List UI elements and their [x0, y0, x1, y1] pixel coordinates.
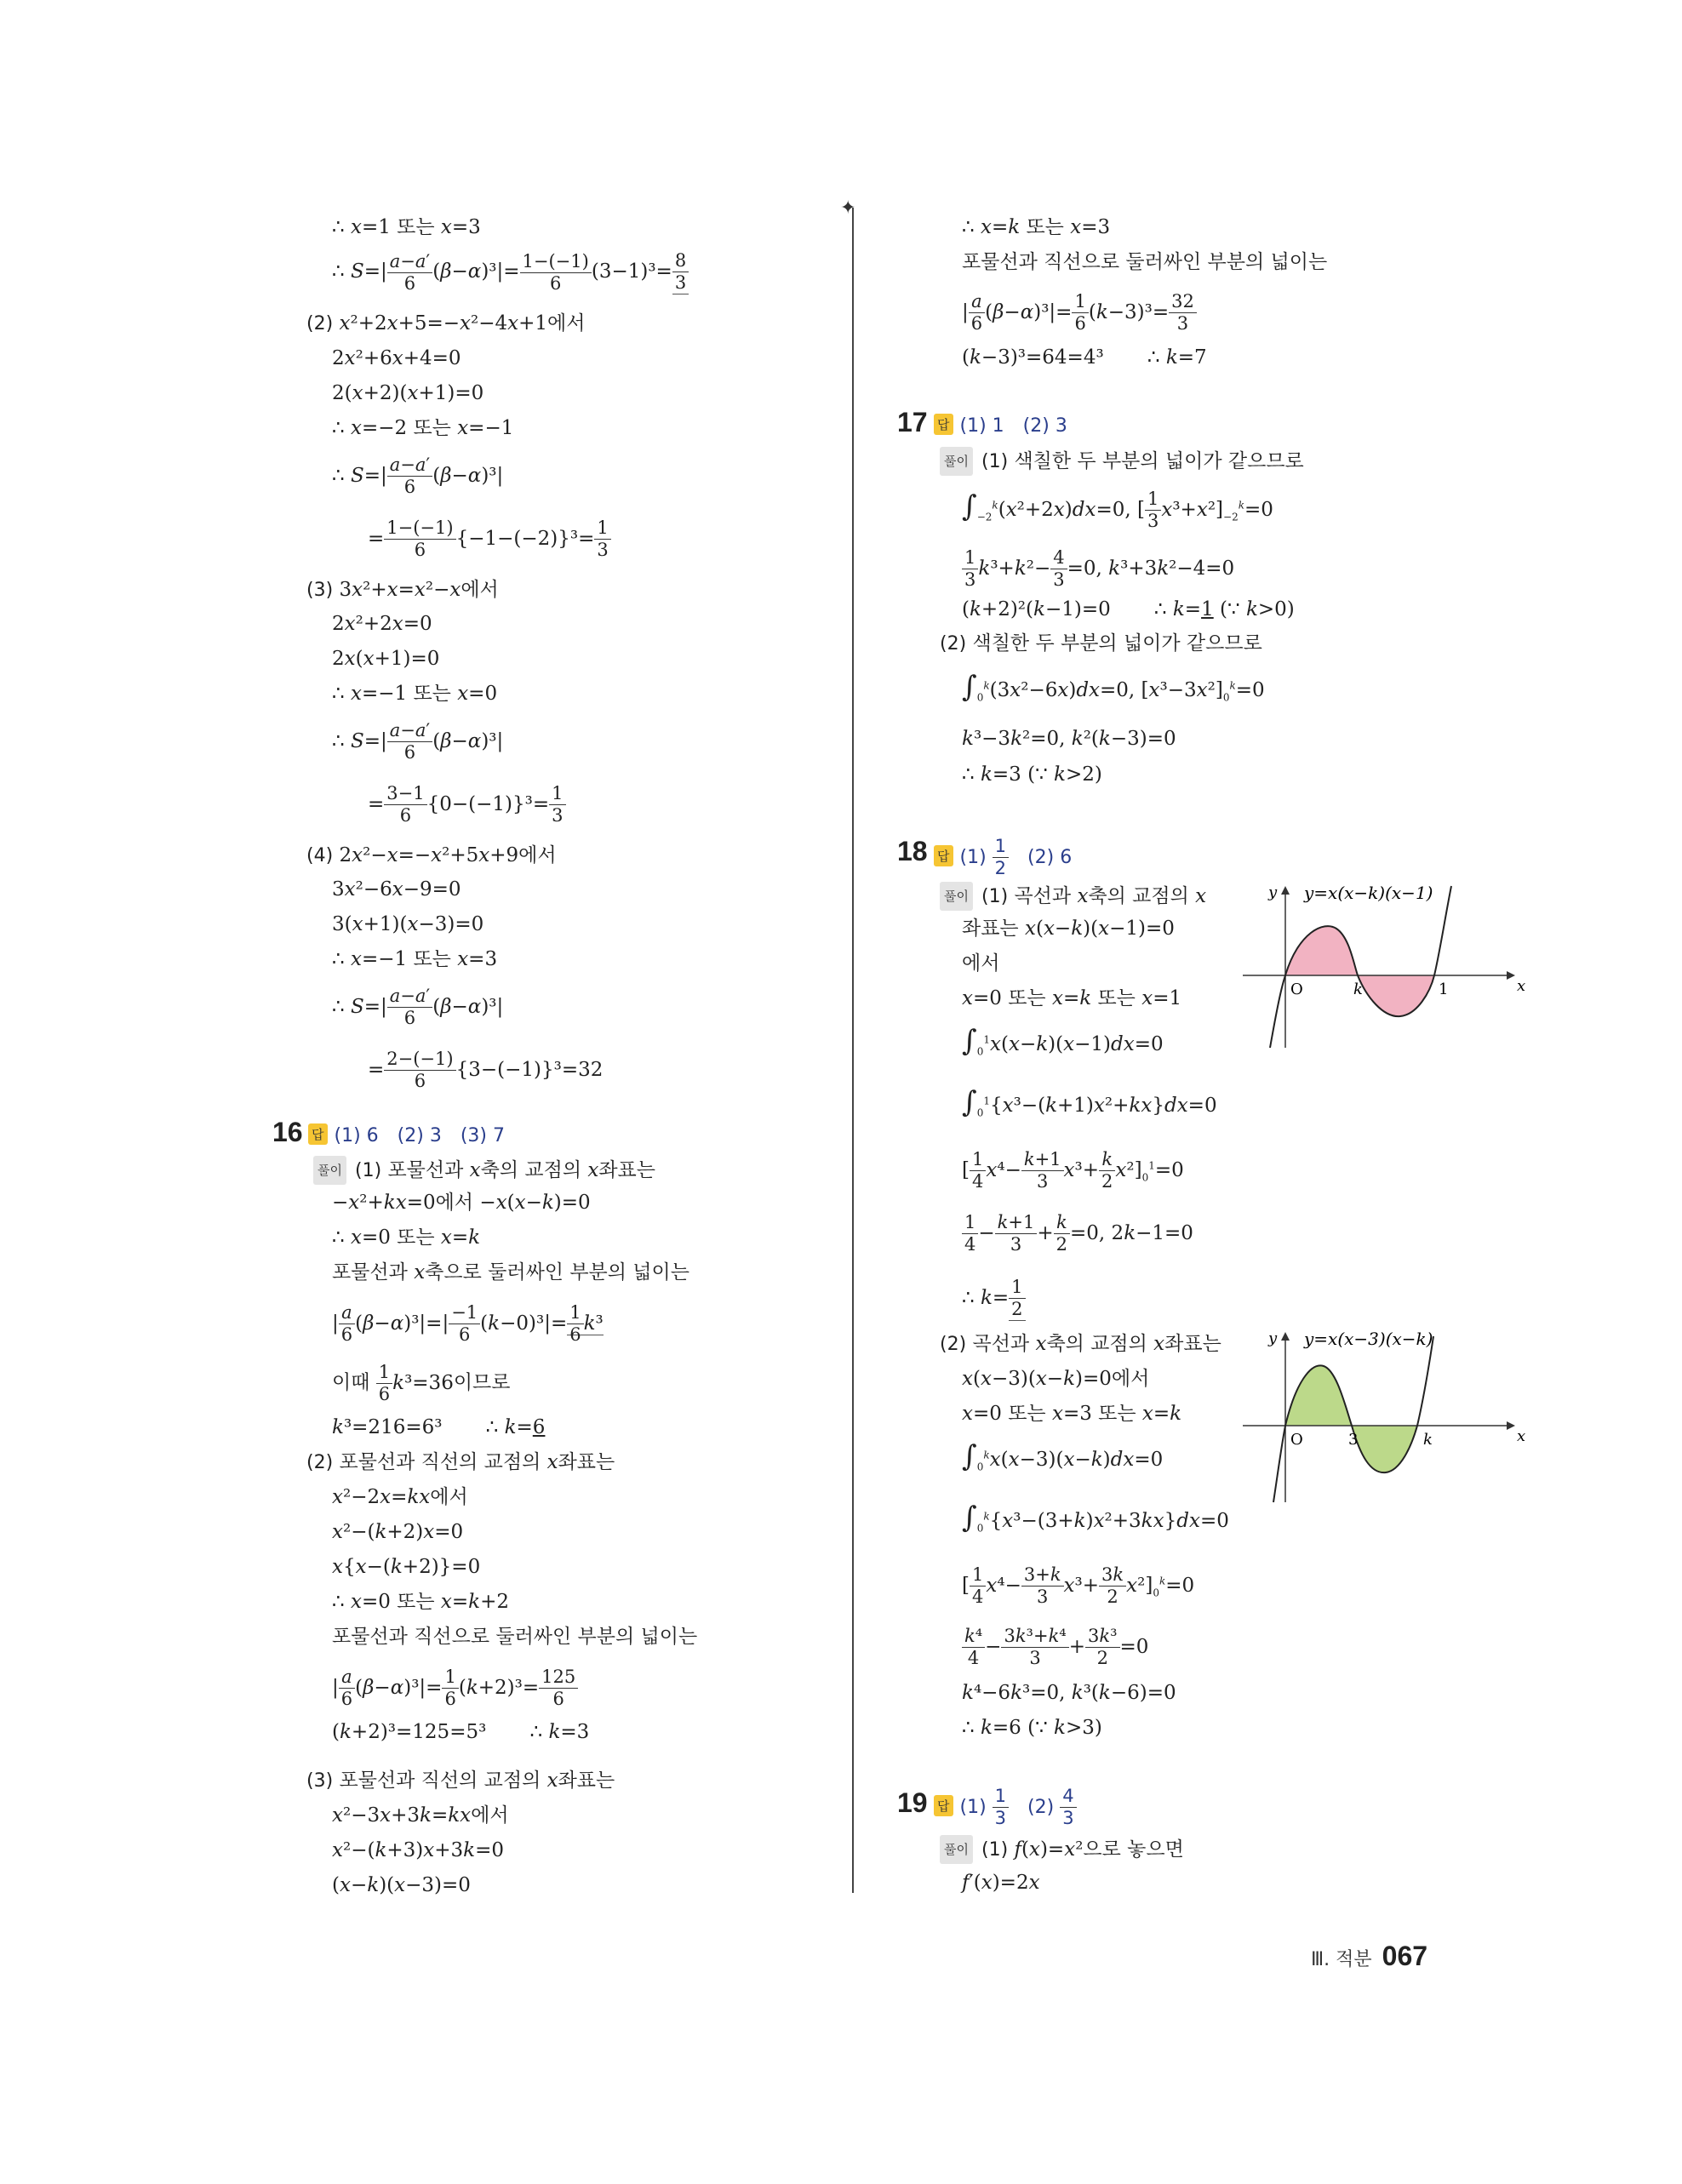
text-line: 3(x+1)(x−3)=0 — [332, 913, 484, 935]
y-axis-label: y — [1268, 883, 1278, 901]
text-line: $\int_{-2}^k(x^2+2x)dx=0$, [ $\frac{1}{3}$ $x^3+x^2]_{-2}^k=0$ — [962, 489, 1273, 531]
cubic-graph-2 — [1226, 1328, 1549, 1507]
text-line: ∴ x=k 또는 x=3 — [962, 216, 1111, 238]
text-line: k⁴−6k³=0, k³(k−6)=0 — [962, 1682, 1176, 1704]
text-line: (k−3)³=64=4³ ∴ k=7 — [962, 346, 1207, 369]
text-line: x{x−(k+2)}=0 — [332, 1556, 481, 1578]
page-footer — [1311, 1941, 1427, 1972]
answer-value: (3) 7 — [460, 1125, 505, 1146]
text-line: x=0 또는 x=3 또는 x=k — [962, 1403, 1182, 1425]
text-line: | $\frac{a}{6}$ (β−α)³|=| $\frac{-1}{6}$ (k−0)³|= $\frac{1}{6}$ k³ — [332, 1302, 604, 1345]
text-line: $\int_0^1x(x-k)(x-1)dx=0$ — [962, 1023, 1164, 1058]
text-line: = $\frac{2-(-1)}{6}$ {3−(−1)}³=32 — [368, 1049, 604, 1091]
solution-badge: 풀이 — [940, 447, 973, 476]
text-line: ∴ x=0 또는 x=k — [332, 1226, 481, 1249]
text-line: | $\frac{a}{6}$ (β−α)³|= $\frac{1}{6}$ (k+2)³= $\frac{125}{6}$ — [332, 1667, 578, 1710]
k-label: k — [1353, 981, 1363, 998]
text-line: 좌표는 x(x−k)(x−1)=0 — [962, 918, 1175, 940]
text-line: ∴ S=| $\frac{a-a'}{6}$ (β−α)³| — [332, 455, 504, 497]
answer-badge: 답 — [934, 845, 953, 866]
text-line: 풀이 (1) f(x)=x²으로 놓으면 — [940, 1835, 1184, 1864]
text-line: 풀이 (1) 곡선과 x축의 교점의 x — [940, 882, 1206, 911]
solution-badge: 풀이 — [313, 1156, 346, 1185]
text-line: 3x²−6x−9=0 — [332, 878, 461, 900]
text-line: $\int_0^kx(x-3)(x-k)dx=0$ — [962, 1438, 1164, 1473]
divider-ornament-icon: ✦ — [840, 197, 856, 219]
origin-label: O — [1290, 981, 1303, 998]
text-line: 포물선과 x축으로 둘러싸인 부분의 넓이는 — [332, 1261, 689, 1284]
text-line: (3) 3x²+x=x²−x에서 — [306, 579, 499, 601]
answer-value: (1) 1 — [959, 415, 1004, 437]
cubic-graph-1 — [1226, 882, 1549, 1052]
text-line: ∴ k=6 (∵ k>3) — [962, 1717, 1102, 1739]
text-line: [ $\frac{1}{4}$ x⁴− $\frac{3+k}{3}$ x³+ $\frac{3k}{2}$ $x^2]_0^k=0$ — [962, 1564, 1195, 1607]
text-line: = $\frac{1-(-1)}{6}$ {−1−(−2)}³= $\frac{1}{3}$ — [368, 517, 611, 561]
shaded-region — [1352, 1426, 1417, 1472]
question-number: 16 — [272, 1117, 303, 1147]
text-line: (2) 색칠한 두 부분의 넓이가 같으므로 — [940, 632, 1262, 655]
text-line: ∴ x=−1 또는 x=3 — [332, 948, 498, 970]
text-line: x²−(k+2)x=0 — [332, 1521, 464, 1543]
text-line: $\frac{\text{k⁴}}{4}$ − $\frac{\text{3k³+k⁴}}{3}$ + $\frac{\text{3k³}}{2}$ =0 — [962, 1626, 1148, 1669]
answer-line — [934, 836, 1090, 879]
text-line: x²−(k+3)x+3k=0 — [332, 1839, 505, 1861]
solution-badge: 풀이 — [940, 882, 973, 911]
answer-badge: 답 — [308, 1123, 328, 1145]
text-line: 2x²+6x+4=0 — [332, 347, 461, 369]
text-line: 2x(x+1)=0 — [332, 648, 440, 670]
text-line: $\int_0^k(3x^2-6x)dx=0$, $[x^3-3x^2]_0^k=0$ — [962, 669, 1265, 704]
column-divider — [852, 208, 854, 1893]
text-line: k³=216=6³ ∴ k=6 — [332, 1416, 546, 1438]
text-line: (2) 곡선과 x축의 교점의 x좌표는 — [940, 1333, 1221, 1355]
text-line: (2) 포물선과 직선의 교점의 x좌표는 — [306, 1451, 615, 1473]
text-line: x(x−3)(x−k)=0에서 — [962, 1368, 1150, 1390]
graph-title: y=x(x−k)(x−1) — [1304, 883, 1433, 903]
text-line: x²−3x+3k=kx에서 — [332, 1804, 509, 1827]
answer-value: (2) 3 — [1022, 415, 1067, 437]
answer-line — [934, 414, 1086, 437]
page-number: 067 — [1382, 1941, 1428, 1971]
text-line: ∴ S=| $\frac{a-a'}{6}$ (β−α)³|= $\frac{1-(-1)}{6}$ (3−1)³= $\frac{8}{3}$ — [332, 250, 689, 294]
text-line: ∴ S=| $\frac{a-a'}{6}$ (β−α)³| — [332, 720, 504, 763]
answer-badge: 답 — [934, 414, 953, 435]
answer-badge: 답 — [934, 1795, 953, 1816]
question-number: 19 — [897, 1787, 928, 1818]
text-line: ∴ k= $\frac{1}{2}$ — [962, 1277, 1026, 1321]
origin-label: O — [1290, 1431, 1303, 1449]
text-line: 포물선과 직선으로 둘러싸인 부분의 넓이는 — [332, 1626, 698, 1648]
answer-value: (2) $\frac{4}{3}$ — [1027, 1797, 1077, 1818]
answer-value: (1) $\frac{1}{3}$ — [960, 1797, 1010, 1818]
answer-value: (2) 3 — [397, 1125, 442, 1146]
text-line: k³−3k²=0, k²(k−3)=0 — [962, 728, 1176, 750]
text-line: 2(x+2)(x+1)=0 — [332, 382, 484, 404]
text-line: 2x²+2x=0 — [332, 613, 432, 635]
k-label: k — [1423, 1431, 1433, 1449]
x-axis-label: x — [1517, 977, 1526, 995]
text-line: 에서 — [962, 952, 1000, 975]
arrow-icon — [1281, 1332, 1290, 1341]
text-line: ∴ k=3 (∵ k>2) — [962, 763, 1102, 786]
graph-title: y=x(x−3)(x−k) — [1304, 1329, 1433, 1349]
text-line: (x−k)(x−3)=0 — [332, 1874, 471, 1896]
arrow-icon — [1507, 971, 1515, 980]
text-line: $\frac{1}{3}$ k³+k²− $\frac{4}{3}$ =0, k³+3k²−4=0 — [962, 547, 1234, 591]
question-number: 17 — [897, 407, 928, 437]
text-line: (3) 포물선과 직선의 교점의 x좌표는 — [306, 1769, 615, 1792]
answer-line — [308, 1123, 523, 1146]
answer-value: (1) 6 — [334, 1125, 379, 1146]
text-line: = $\frac{3-1}{6}$ {0−(−1)}³= $\frac{1}{3}$ — [368, 783, 566, 826]
text-line: 풀이 (1) 색칠한 두 부분의 넓이가 같으므로 — [940, 447, 1304, 476]
answer-value: (1) $\frac{1}{2}$ — [960, 847, 1010, 868]
text-line: −x²+kx=0에서 −x(x−k)=0 — [332, 1192, 591, 1214]
text-line: (4) 2x²−x=−x²+5x+9에서 — [306, 844, 557, 866]
section-label: Ⅲ. 적분 — [1311, 1949, 1372, 1970]
text-line: 이때 $\frac{1}{6}$ k³=36이므로 — [332, 1362, 511, 1404]
text-line: $\int_0^1\{x^3-(k+1)x^2+kx\}dx=0$ — [962, 1084, 1217, 1119]
text-line: ∴ x=1 또는 x=3 — [332, 216, 481, 238]
text-line: | $\frac{a}{6}$ (β−α)³|= $\frac{1}{6}$ (k−3)³= $\frac{32}{3}$ — [962, 291, 1197, 334]
text-line: $\frac{1}{4}$ − $\frac{k+1}{3}$ + $\frac{k}{2}$ =0, 2k−1=0 — [962, 1212, 1193, 1255]
text-line: (k+2)²(k−1)=0 ∴ k=1 (∵ k>0) — [962, 598, 1295, 620]
one-label: 1 — [1439, 981, 1449, 998]
answer-line — [934, 1786, 1096, 1829]
x-axis-label: x — [1517, 1427, 1526, 1445]
text-line: [ $\frac{1}{4}$ x⁴− $\frac{k+1}{3}$ x³+ $\frac{k}{2}$ $x^2]_0^1=0$ — [962, 1149, 1184, 1192]
text-line: f′(x)=2x — [962, 1872, 1040, 1894]
arrow-icon — [1507, 1421, 1515, 1430]
solution-badge: 풀이 — [940, 1835, 973, 1864]
text-line: 풀이 (1) 포물선과 x축의 교점의 x좌표는 — [313, 1156, 655, 1185]
text-line: 포물선과 직선으로 둘러싸인 부분의 넓이는 — [962, 251, 1328, 273]
text-line: ∴ x=−2 또는 x=−1 — [332, 417, 514, 439]
text-line: x=0 또는 x=k 또는 x=1 — [962, 987, 1182, 1009]
three-label: 3 — [1348, 1431, 1359, 1449]
text-line: x²−2x=kx에서 — [332, 1486, 468, 1508]
answer-value: (2) 6 — [1027, 846, 1073, 868]
text-line: (k+2)³=125=5³ ∴ k=3 — [332, 1721, 590, 1743]
text-line: ∴ x=0 또는 x=k+2 — [332, 1591, 510, 1613]
text-line: $\int_0^k\{x^3-(3+k)x^2+3kx\}dx=0$ — [962, 1500, 1229, 1535]
question-number: 18 — [897, 836, 928, 866]
y-axis-label: y — [1268, 1329, 1278, 1347]
text-line: ∴ S=| $\frac{a-a'}{6}$ (β−α)³| — [332, 986, 504, 1028]
text-line: ∴ x=−1 또는 x=0 — [332, 683, 498, 705]
arrow-icon — [1281, 886, 1290, 895]
text-line: (2) x²+2x+5=−x²−4x+1에서 — [306, 312, 586, 334]
